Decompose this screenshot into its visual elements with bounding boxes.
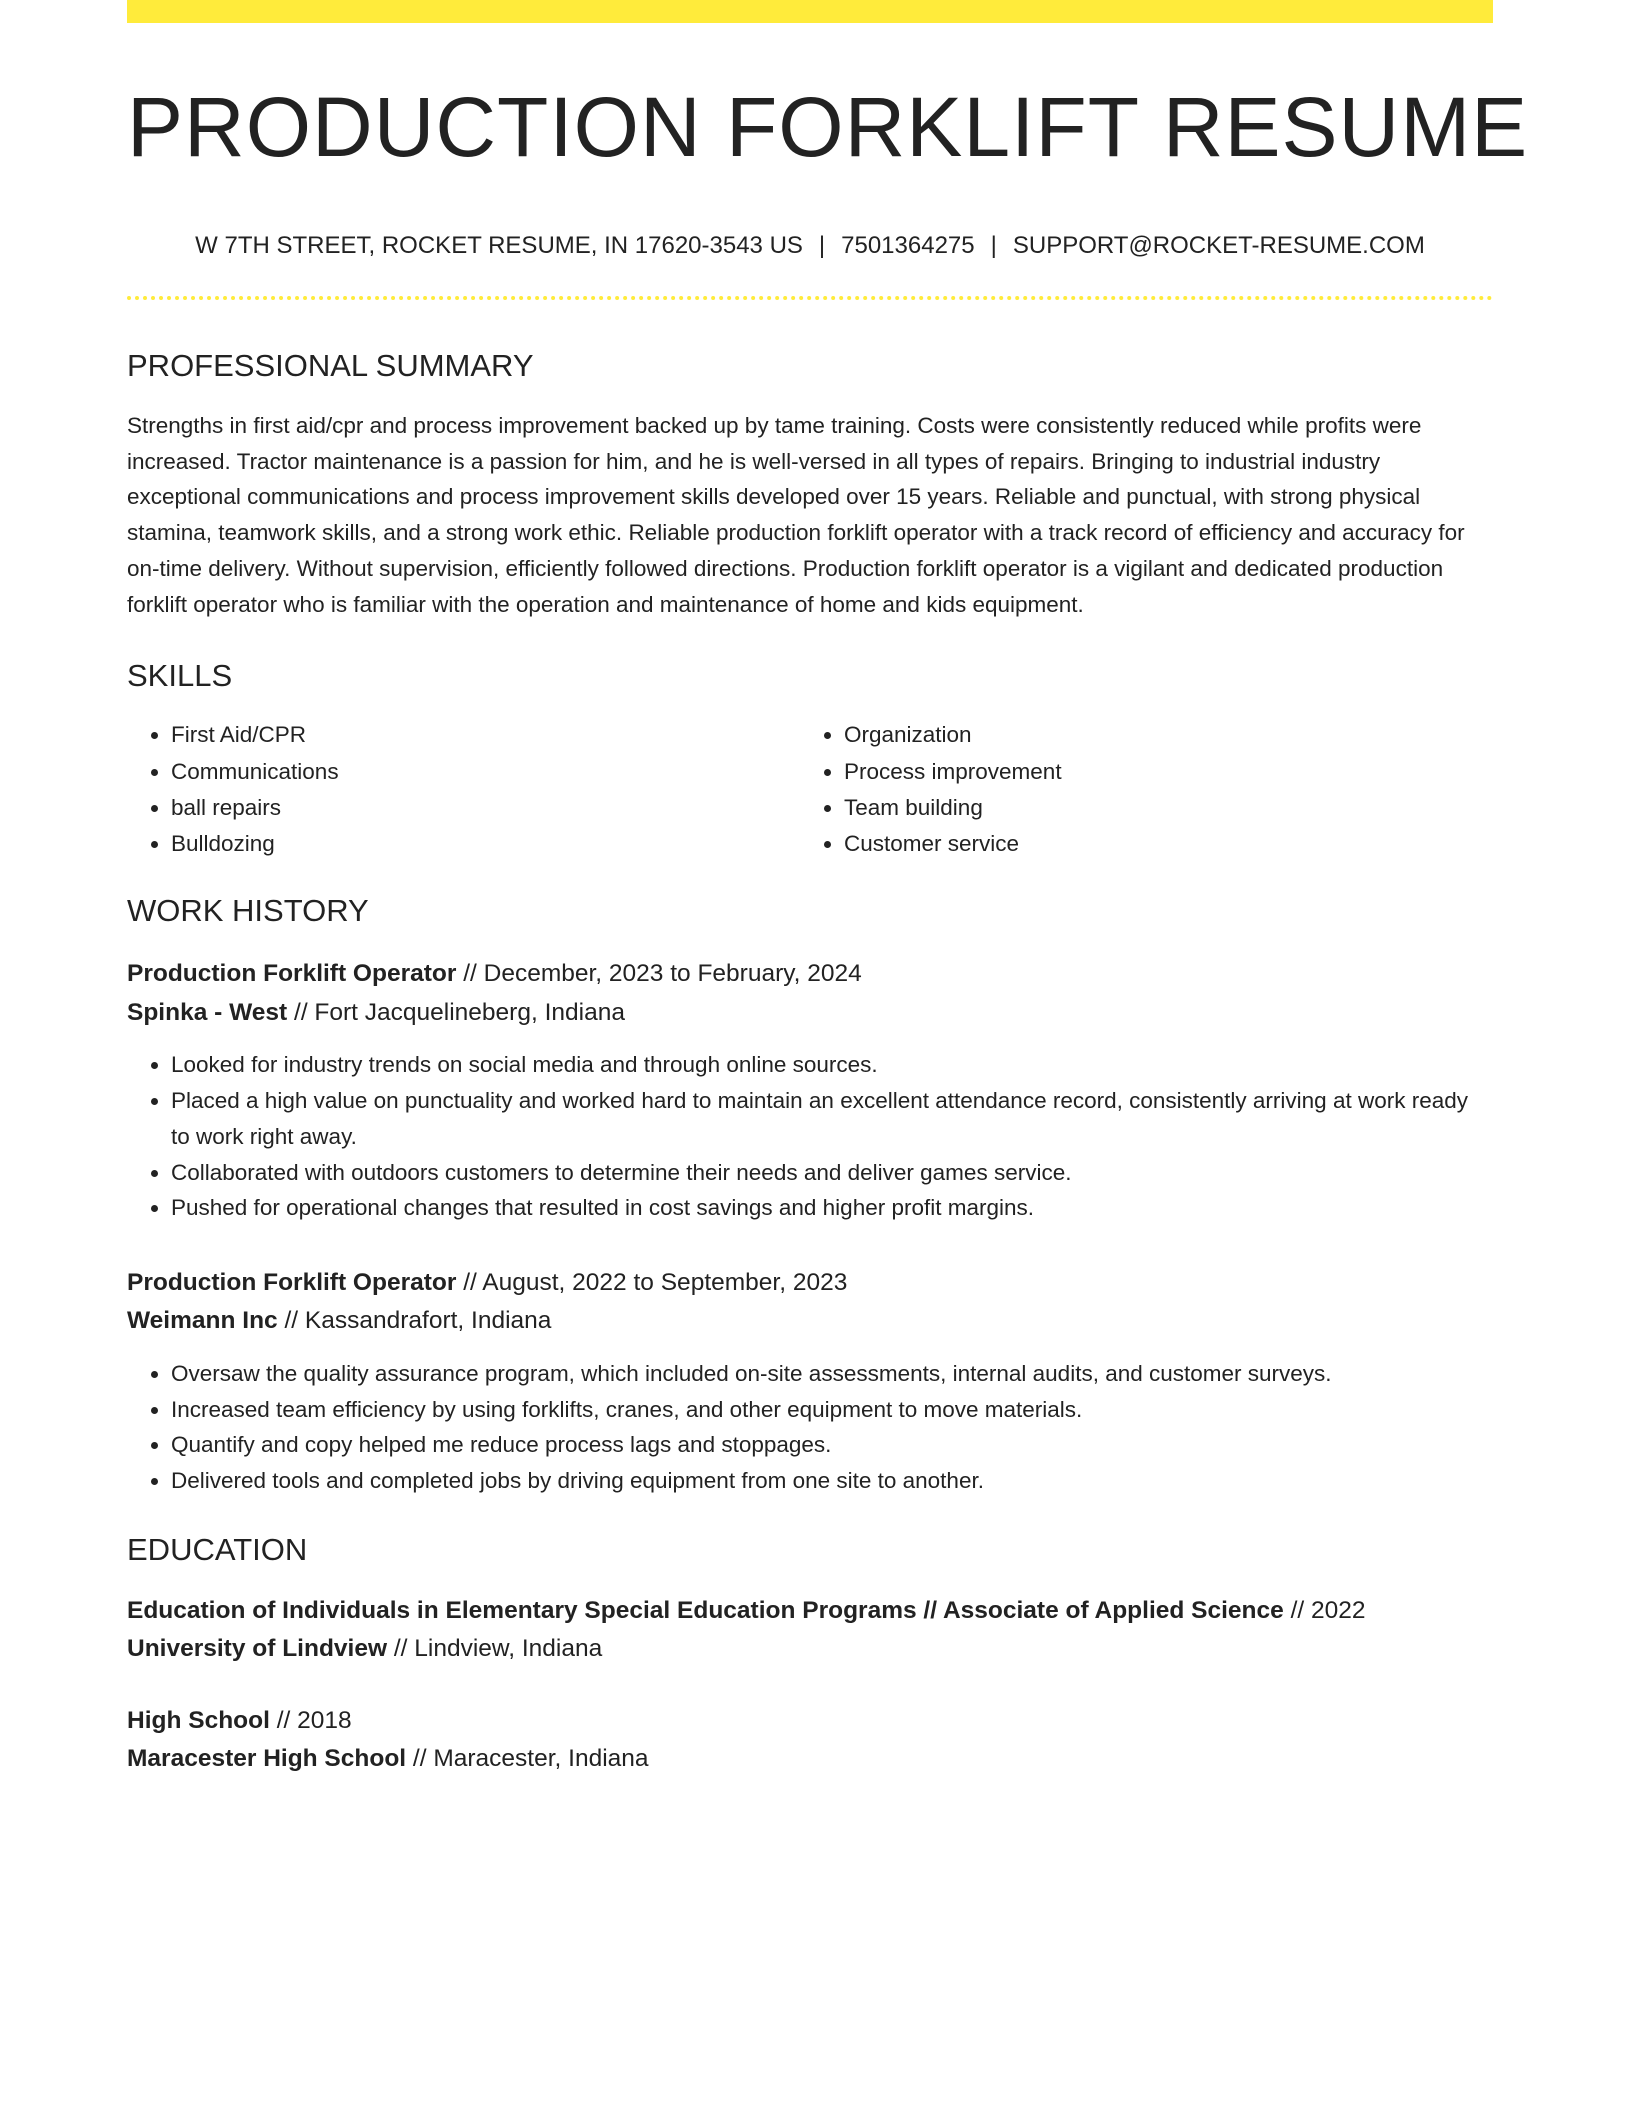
skill-item: • Bulldozing	[171, 826, 800, 862]
education-school: University of Lindview	[127, 1635, 388, 1663]
job-title-line	[127, 955, 1493, 994]
education-degree-line	[127, 1592, 1493, 1631]
job-role: Production Forklift Operator	[127, 960, 457, 988]
job-bullet: • Looked for industry trends on social media and through online sources.	[171, 1047, 1493, 1083]
education-location: // Maracester, Indiana	[406, 1745, 649, 1773]
resume-page	[127, 0, 1529, 1779]
job-bullet: • Increased team efficiency by using forklifts, cranes, and other equipment to move materials.	[171, 1392, 1493, 1428]
job-dates: // December, 2023 to February, 2024	[456, 960, 862, 988]
summary-text: Strengths in first aid/cpr and process improvement backed up by tame training. Costs were consistently reduced while profits were increased. Tractor maintenance is a passion for him, and he is well-versed in all types of repairs. Bringing to industrial industry exceptional communications and process improvement skills developed over 15 years. Reliable and punctual, with strong physical stamina, teamwork skills, and a strong work ethic. Reliable production forklift operator with a track record of efficiency and accuracy for on-time delivery. Without supervision, efficiently followed directions. Production forklift operator is a vigilant and dedicated production forklift operator who is familiar with the operation and maintenance of home and kids equipment.	[127, 413, 1465, 617]
job-bullet: • Placed a high value on punctuality and worked hard to maintain an excellent attendance record, consistently arriving at work ready to work right away.	[171, 1083, 1493, 1154]
job-bullets	[127, 1047, 1493, 1226]
education-year: // 2018	[269, 1706, 352, 1734]
skill-item: • Organization	[844, 717, 1473, 753]
job-bullet: • Delivered tools and completed jobs by driving equipment from one site to another.	[171, 1463, 1493, 1499]
skills-heading: SKILLS	[127, 658, 233, 694]
contact-line	[127, 234, 1493, 258]
skills-grid	[127, 717, 1493, 862]
education-degree-line	[127, 1702, 1493, 1741]
education-year: // 2022	[1283, 1596, 1366, 1624]
skill-item: • ball repairs	[171, 790, 800, 826]
job-entry	[127, 955, 1493, 1226]
resume-title: PRODUCTION FORKLIFT RESUME	[127, 80, 1529, 174]
education-school-line	[127, 1630, 1493, 1669]
skill-item: • Process improvement	[844, 754, 1473, 790]
skill-item: • Team building	[844, 790, 1473, 826]
contact-email: SUPPORT@ROCKET-RESUME.COM	[1012, 232, 1425, 259]
education-school: Maracester High School	[127, 1745, 407, 1773]
education-entry	[127, 1702, 1493, 1779]
contact-phone: 7501364275	[841, 232, 975, 259]
skill-item: • Customer service	[844, 826, 1473, 862]
job-bullet: • Quantify and copy helped me reduce process lags and stoppages.	[171, 1427, 1493, 1463]
job-location: // Fort Jacquelineberg, Indiana	[287, 998, 625, 1026]
education-entry	[127, 1592, 1493, 1669]
job-bullet: • Collaborated with outdoors customers to determine their needs and deliver games service.	[171, 1155, 1493, 1191]
contact-separator: |	[818, 232, 826, 259]
skill-item: • First Aid/CPR	[171, 717, 800, 753]
job-company: Spinka - West	[127, 998, 288, 1026]
education-degree: High School	[127, 1706, 270, 1734]
job-dates: // August, 2022 to September, 2023	[456, 1268, 848, 1296]
education-heading: EDUCATION	[127, 1531, 308, 1567]
skills-list-left	[127, 717, 800, 862]
job-bullet: • Pushed for operational changes that resulted in cost savings and higher profit margins.	[171, 1190, 1493, 1226]
summary-heading: PROFESSIONAL SUMMARY	[127, 348, 534, 383]
job-company: Weimann Inc	[127, 1307, 278, 1335]
contact-address: W 7TH STREET, ROCKET RESUME, IN 17620-3543 US	[195, 232, 803, 259]
job-location: // Kassandrafort, Indiana	[277, 1307, 552, 1335]
work-history-heading: WORK HISTORY	[127, 893, 369, 929]
education-school-line	[127, 1740, 1493, 1779]
accent-top-bar	[127, 0, 1493, 23]
job-title-line	[127, 1264, 1493, 1303]
job-bullet: • Oversaw the quality assurance program, which included on-site assessments, internal audits, and customer surveys.	[171, 1356, 1493, 1392]
education-location: // Lindview, Indiana	[387, 1635, 603, 1663]
contact-separator: |	[990, 232, 997, 259]
dotted-divider	[127, 296, 1493, 300]
job-company-line	[127, 1302, 1493, 1341]
skill-item: • Communications	[171, 754, 800, 790]
job-company-line	[127, 994, 1493, 1033]
job-entry	[127, 1264, 1493, 1499]
job-role: Production Forklift Operator	[127, 1268, 457, 1296]
job-bullets	[127, 1356, 1493, 1499]
education-degree: Education of Individuals in Elementary Special Education Programs // Associate of Applied Science	[127, 1596, 1284, 1624]
skills-list-right	[800, 717, 1473, 862]
